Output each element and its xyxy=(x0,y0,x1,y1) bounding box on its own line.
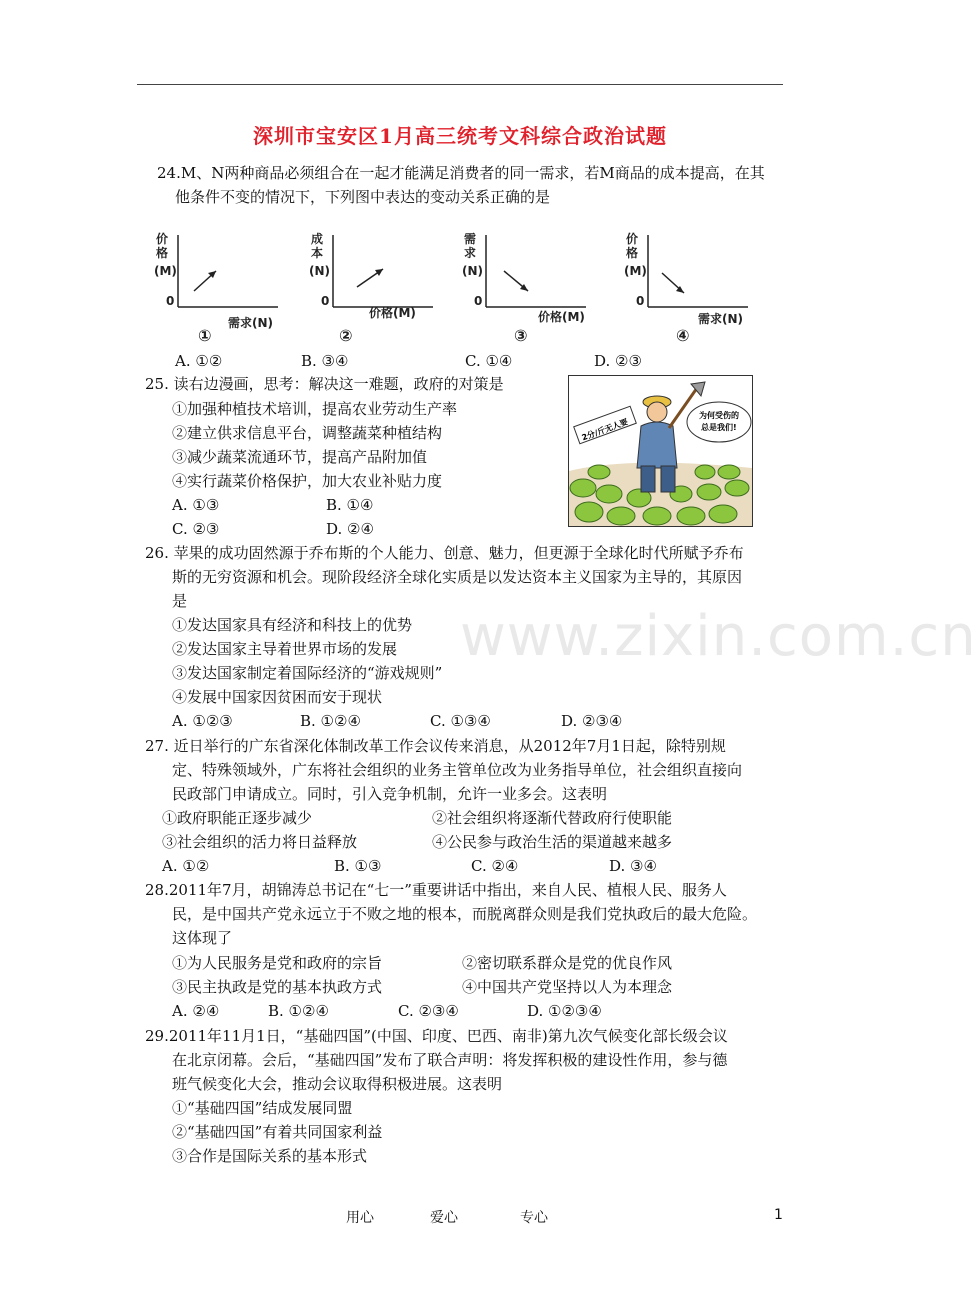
q25-item-4: ④实行蔬菜价格保护，加大农业补贴力度 xyxy=(172,472,443,490)
graph-4 xyxy=(620,229,770,347)
q27-stem-line3: 民政部门申请成立。同时，引入竞争机制，允许一业多会。这表明 xyxy=(172,785,608,803)
q25-option-d: D. ②④ xyxy=(326,520,374,538)
q27-item-1: ①政府职能正逐步减少 xyxy=(162,809,313,827)
graph-1-number: ① xyxy=(198,326,212,345)
graph-1-ylabel-a: 价 xyxy=(156,232,169,246)
graph-3-number: ③ xyxy=(514,326,528,345)
graph-4-ylabel-c: (M) xyxy=(624,264,647,278)
q28-item-1: ①为人民服务是党和政府的宗旨 xyxy=(172,954,383,972)
q26-option-d: D. ②③④ xyxy=(561,712,623,730)
svg-text:2分/斤无人要: 2分/斤无人要 xyxy=(580,417,630,443)
q29-item-2: ②“基础四国”有着共同国家利益 xyxy=(172,1123,383,1141)
speech-bubble xyxy=(687,402,751,442)
q27-stem-line2: 定、特殊领域外，广东将社会组织的业务主管单位改为业务指导单位，社会组织直接向 xyxy=(172,761,743,779)
graph-2-xlabel: 价格(M) xyxy=(369,306,416,320)
graph-3-origin: 0 xyxy=(474,294,483,308)
header-rule xyxy=(137,84,783,85)
graph-2 xyxy=(305,229,455,347)
graph-2-ylabel-b: 本 xyxy=(311,246,324,260)
q26-option-c: C. ①③④ xyxy=(430,712,491,730)
graph-1 xyxy=(150,229,300,347)
q29-stem-line3: 班气候变化大会，推动会议取得积极进展。这表明 xyxy=(172,1075,503,1093)
graph-4-number: ④ xyxy=(676,326,690,345)
farmer-cartoon xyxy=(568,375,753,527)
graph-3-ylabel-a: 需 xyxy=(464,232,477,246)
q27-option-c: C. ②④ xyxy=(471,857,519,875)
graph-2-arrowhead xyxy=(375,269,383,276)
graph-2-origin: 0 xyxy=(321,294,330,308)
footer-text-3: 专心 xyxy=(520,1210,548,1226)
graph-3-ylabel-b: 求 xyxy=(464,246,477,260)
watermark: www.zixin.com.cn xyxy=(460,604,977,669)
q26-item-1: ①发达国家具有经济和科技上的优势 xyxy=(172,616,413,634)
q27-option-d: D. ③④ xyxy=(609,857,657,875)
q25-item-3: ③减少蔬菜流通环节，提高产品附加值 xyxy=(172,448,428,466)
q25-stem: 25. 读右边漫画，思考：解决这一难题，政府的对策是 xyxy=(145,375,504,393)
graph-1-origin: 0 xyxy=(166,294,175,308)
q25-item-1: ①加强种植技术培训，提高农业劳动生产率 xyxy=(172,400,458,418)
svg-text:总是我们!: 总是我们! xyxy=(701,423,737,432)
graph-3-ylabel-c: (N) xyxy=(462,264,484,278)
q25-item-2: ②建立供求信息平台，调整蔬菜种植结构 xyxy=(172,424,443,442)
q27-item-4: ④公民参与政治生活的渠道越来越多 xyxy=(432,833,673,851)
q27-option-a: A. ①② xyxy=(162,857,210,875)
q27-item-3: ③社会组织的活力将日益释放 xyxy=(162,833,358,851)
q28-stem-line3: 这体现了 xyxy=(172,929,233,947)
q29-stem-line2: 在北京闭幕。会后，“基础四国”发布了联合声明：将发挥积极的建设性作用，参与德 xyxy=(172,1051,728,1069)
graph-2-ylabel-c: (N) xyxy=(309,264,331,278)
q28-item-2: ②密切联系群众是党的优良作风 xyxy=(462,954,673,972)
q26-stem-line3: 是 xyxy=(172,592,188,610)
q24-stem-line2: 他条件不变的情况下，下列图中表达的变动关系正确的是 xyxy=(175,188,551,206)
q25-option-a: A. ①③ xyxy=(172,496,220,514)
q27-stem-line1: 27. 近日举行的广东省深化体制改革工作会议传来消息，从2012年7月1日起，除特别规 xyxy=(145,737,726,755)
q26-item-3: ③发达国家制定着国际经济的“游戏规则” xyxy=(172,664,443,682)
graph-2-number: ② xyxy=(339,326,353,345)
q25-option-c: C. ②③ xyxy=(172,520,220,538)
graph-4-xlabel: 需求(N) xyxy=(698,312,744,326)
q24-option-b: B. ③④ xyxy=(301,352,349,370)
q24-option-a: A. ①② xyxy=(175,352,223,370)
graph-3 xyxy=(458,229,608,347)
q28-item-4: ④中国共产党坚持以人为本理念 xyxy=(462,978,673,996)
q29-item-1: ①“基础四国”结成发展同盟 xyxy=(172,1099,353,1117)
q24-option-d: D. ②③ xyxy=(594,352,642,370)
q26-option-a: A. ①②③ xyxy=(172,712,233,730)
page-number: 1 xyxy=(774,1207,783,1223)
q25-option-b: B. ①④ xyxy=(326,496,374,514)
graph-4-ylabel-b: 格 xyxy=(626,246,639,260)
q26-stem-line1: 26. 苹果的成功固然源于乔布斯的个人能力、创意、魅力，但更源于全球化时代所赋予乔布 xyxy=(145,544,744,562)
q28-stem-line1: 28.2011年7月，胡锦涛总书记在“七一”重要讲话中指出，来自人民、植根人民、服务人 xyxy=(145,881,727,899)
graph-4-ylabel-a: 价 xyxy=(626,232,639,246)
q24-stem-line1: 24.M、N两种商品必须组合在一起才能满足消费者的同一需求，若M商品的成本提高，在其 xyxy=(157,164,765,182)
q28-option-c: C. ②③④ xyxy=(398,1002,459,1020)
q24-option-c: C. ①④ xyxy=(465,352,513,370)
q29-stem-line1: 29.2011年11月1日，“基础四国”(中国、印度、巴西、南非)第九次气候变化部长级会议 xyxy=(145,1027,728,1045)
graph-1-ylabel-c: (M) xyxy=(154,264,177,278)
svg-text:为何受伤的: 为何受伤的 xyxy=(699,411,739,420)
graph-3-xlabel: 价格(M) xyxy=(538,310,585,324)
footer-text-2: 爱心 xyxy=(430,1210,458,1226)
page-title: 深圳市宝安区1月高三统考文科综合政治试题 xyxy=(253,124,667,148)
q28-option-b: B. ①②④ xyxy=(268,1002,329,1020)
q26-item-2: ②发达国家主导着世界市场的发展 xyxy=(172,640,398,658)
q26-stem-line2: 斯的无穷资源和机会。现阶段经济全球化实质是以发达资本主义国家为主导的，其原因 xyxy=(172,568,743,586)
q27-item-2: ②社会组织将逐渐代替政府行使职能 xyxy=(432,809,673,827)
graph-1-xlabel: 需求(N) xyxy=(228,316,274,330)
q26-item-4: ④发展中国家因贫困而安于现状 xyxy=(172,688,383,706)
q28-item-3: ③民主执政是党的基本执政方式 xyxy=(172,978,383,996)
footer-text-1: 用心 xyxy=(346,1210,374,1226)
q28-option-a: A. ②④ xyxy=(172,1002,220,1020)
graph-1-ylabel-b: 格 xyxy=(156,246,169,260)
q26-option-b: B. ①②④ xyxy=(300,712,361,730)
graph-4-origin: 0 xyxy=(636,294,645,308)
graph-2-ylabel-a: 成 xyxy=(311,232,324,246)
q29-item-3: ③合作是国际关系的基本形式 xyxy=(172,1147,368,1165)
q28-stem-line2: 民，是中国共产党永远立于不败之地的根本，而脱离群众则是我们党执政后的最大危险。 xyxy=(172,905,758,923)
q28-option-d: D. ①②③④ xyxy=(527,1002,602,1020)
q27-option-b: B. ①③ xyxy=(334,857,382,875)
